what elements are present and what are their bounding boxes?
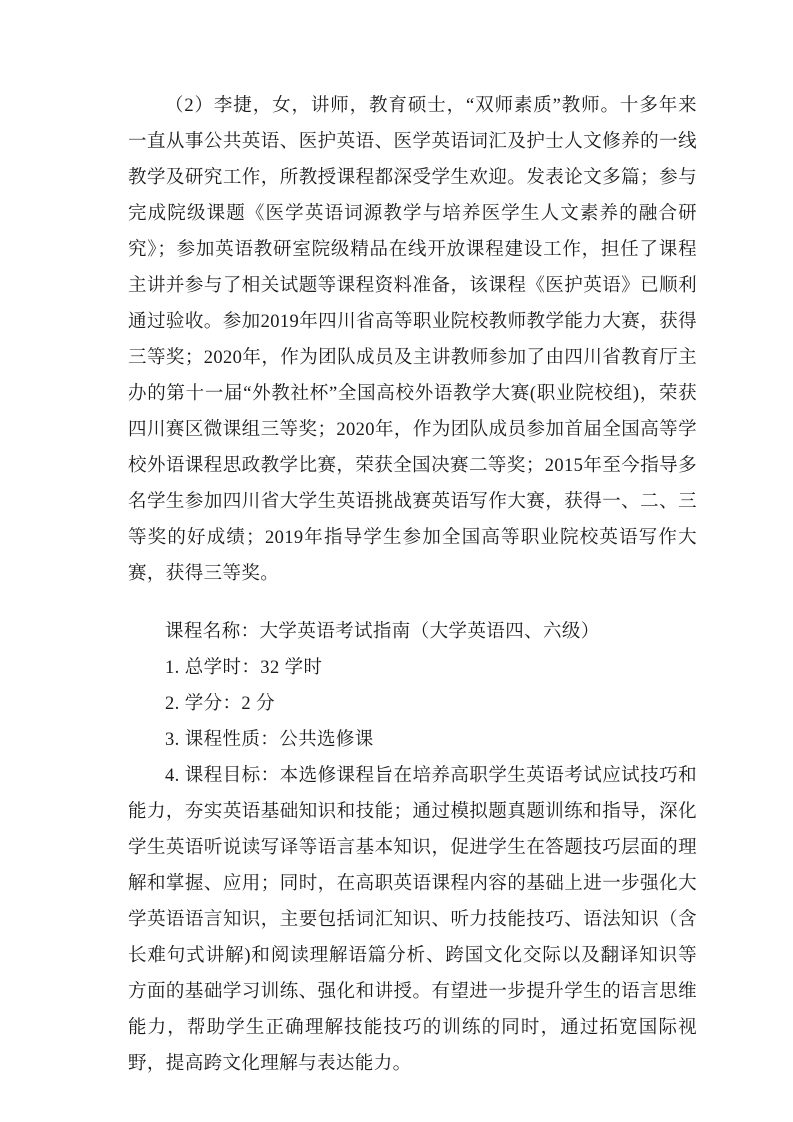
course-name-line: 课程名称：大学英语考试指南（大学英语四、六级） [165,622,600,642]
course-item-total-hours: 1. 总学时：32 学时 [165,658,323,678]
paragraph-teacher-bio: （2）李捷，女，讲师，教育硕士，“双师素质”教师。十多年来一直从事公共英语、医护英语、医学英语词汇及护士人文修养的一线教学及研究工作，所教授课程都深受学生欢迎。发表论文多篇；参与完成院级课题《医学英语词源教学与培养医学生人文素养的融合研究》；参加英语教研室院级精品在线开放课程建设工作，担任了课程主讲并参与了相关试题等课程资料准备，该课程《医护英语》已顺利通过验收。参加2019年四川省高等职业院校教师教学能力大赛，获得三等奖；2020年，作为团队成员及主讲教师参加了由四川省教育厅主办的第十一届“外教社杯”全国高校外语教学大赛(职业院校组)，荣获四川赛区微课组三等奖；2020年，作为团队成员参加首届全国高等学校外语课程思政教学比赛，荣获全国决赛二等奖；2015年至今指导多名学生参加四川省大学生英语挑战赛英语写作大赛，获得一、二、三等奖的好成绩；2019年指导学生参加全国高等职业院校英语写作大赛，获得三等奖。 [128,96,697,584]
course-item-objective: 4. 课程目标：本选修课程旨在培养高职学生英语考试应试技巧和能力，夯实英语基础知识和技能；通过模拟题真题训练和指导，深化学生英语听说读写译等语言基本知识，促进学生在答题技巧层面的理解和掌握、应用；同时，在高职英语课程内容的基础上进一步强化大学英语语言知识，主要包括词汇知识、听力技能技巧、语法知识（含长难句式讲解)和阅读理解语篇分析、跨国文化交际以及翻译知识等方面的基础学习训练、强化和讲授。有望进一步提升学生的语言思维能力，帮助学生正确理解技能技巧的训练的同时，通过拓宽国际视野，提高跨文化理解与表达能力。 [128,766,697,1074]
document-body [128,88,697,1082]
course-item-nature: 3. 课程性质：公共选修课 [165,730,374,750]
course-item-credits: 2. 学分：2 分 [165,694,275,714]
paragraph-spacer [128,592,697,614]
